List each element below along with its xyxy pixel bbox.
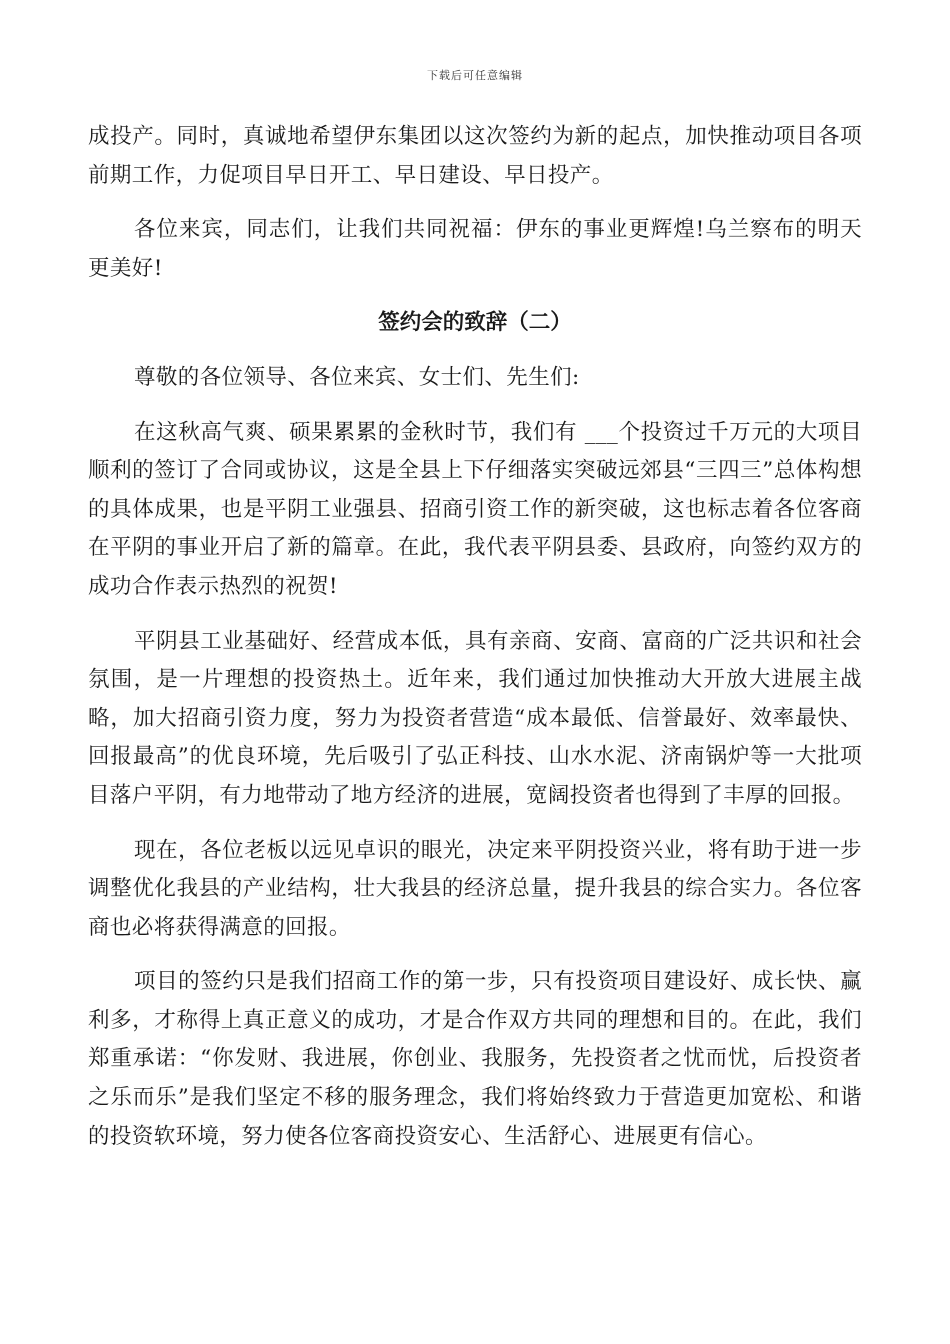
paragraph: 在这秋高气爽、硕果累累的金秋时节，我们有 ___个投资过千万元的大项目顺利的签订了合同或协议，这是全县上下仔细落实突破远郊县“三四三”总体构想的具体成果，也是平阴工业强县、招商引资工作的新突破，这也标志着各位客商在平阴的事业开启了新的篇章。在此，我代表平阴县委、县政府，向签约双方的成功合作表示热烈的祝贺! bbox=[88, 419, 862, 599]
salutation: 尊敬的各位领导、各位来宾、女士们、先生们: bbox=[134, 364, 580, 390]
paragraph: 现在，各位老板以远见卓识的眼光，决定来平阴投资兴业，将有助于进一步调整优化我县的产业结构，壮大我县的经济总量，提升我县的综合实力。各位客商也必将获得满意的回报。 bbox=[88, 837, 862, 940]
header-note: 下载后可任意编辑 bbox=[427, 69, 523, 82]
paragraph: 各位来宾，同志们，让我们共同祝福：伊东的事业更辉煌!乌兰察布的明天更美好! bbox=[88, 217, 862, 281]
paragraph: 平阴县工业基础好、经营成本低，具有亲商、安商、富商的广泛共识和社会氛围，是一片理想的投资热土。近年来，我们通过加快推动大开放大进展主战略，加大招商引资力度，努力为投资者营造“成本最低、信誉最好、效率最快、回报最高”的优良环境，先后吸引了弘正科技、山水水泥、济南锅炉等一大批项目落户平阴，有力地带动了地方经济的进展，宽阔投资者也得到了丰厚的回报。 bbox=[88, 628, 862, 808]
paragraph: 项目的签约只是我们招商工作的第一步，只有投资项目建设好、成长快、赢利多，才称得上真正意义的成功，才是合作双方共同的理想和目的。在此，我们郑重承诺：“你发财、我进展，你创业、我服务，先投资者之忧而忧，后投资者之乐而乐”是我们坚定不移的服务理念，我们将始终致力于营造更加宽松、和谐的投资软环境，努力使各位客商投资安心、生活舒心、进展更有信心。 bbox=[88, 969, 862, 1149]
document-body bbox=[88, 118, 862, 1156]
paragraph: 成投产。同时，真诚地希望伊东集团以这次签约为新的起点，加快推动项目各项前期工作，力促项目早日开工、早日建设、早日投产。 bbox=[88, 124, 862, 188]
section-title: 签约会的致辞（二） bbox=[378, 310, 572, 336]
